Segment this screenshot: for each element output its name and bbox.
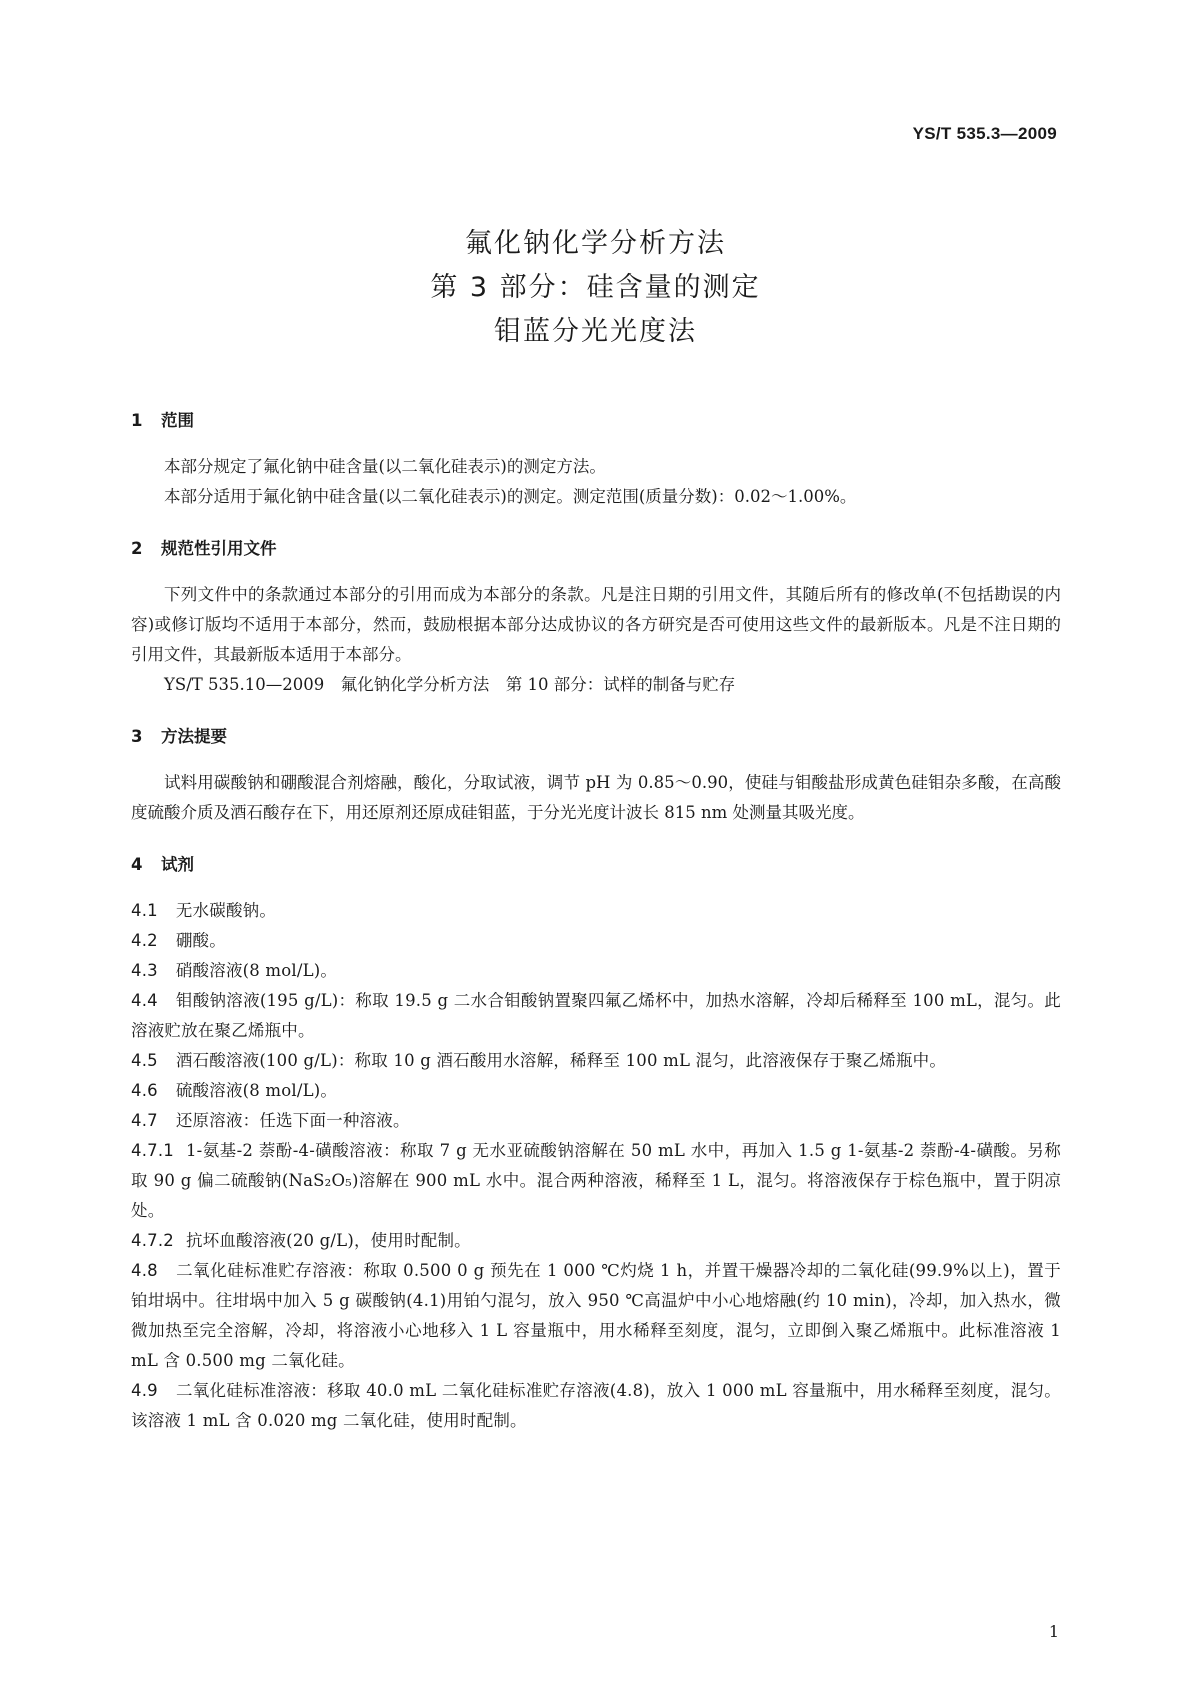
reagent-item: [131, 926, 1061, 956]
item-text: 二氧化硅标准贮存溶液：称取 0.500 0 g 预先在 1 000 ℃灼烧 1 h，并置干燥器冷却的二氧化硅(99.9%以上)，置于铂坩埚中。往坩埚中加入 5 g 碳酸钠(4.1)用铂勺混匀，放入 950 ℃高温炉中小心地熔融(约 10 min)，冷却，加入热水，微微加热至完全溶解，冷却，将溶液小心地移入 1 L 容量瓶中，用水稀释至刻度，混匀，立即倒入聚乙烯瓶中。此标准溶液 1 mL 含 0.500 mg 二氧化硅。: [131, 1261, 1061, 1370]
item-number: 4.9: [131, 1381, 158, 1400]
reagent-item: [131, 1106, 1061, 1136]
title-line-3: 钼蓝分光光度法: [494, 316, 697, 347]
item-number: 4.8: [131, 1261, 158, 1280]
section-number: 1: [131, 411, 143, 430]
item-text: 还原溶液：任选下面一种溶液。: [175, 1111, 410, 1130]
item-number: 4.1: [131, 901, 158, 920]
title-line-1: 氟化钠化学分析方法: [465, 228, 726, 259]
reagent-item: [131, 986, 1061, 1046]
reagent-item: [131, 1256, 1061, 1376]
section-title: 规范性引用文件: [161, 539, 277, 558]
item-number: 4.7: [131, 1111, 158, 1130]
standard-code: YS/T 535.3—2009: [912, 124, 1057, 143]
section-references: [131, 534, 1061, 700]
document-body: [131, 406, 1061, 1458]
reagent-item: [131, 1076, 1061, 1106]
item-number: 4.2: [131, 931, 158, 950]
section-number: 4: [131, 855, 143, 874]
section-number: 3: [131, 727, 143, 746]
item-text: 抗坏血酸溶液(20 g/L)，使用时配制。: [185, 1231, 471, 1250]
section-heading: [131, 850, 1061, 880]
paragraph: 下列文件中的条款通过本部分的引用而成为本部分的条款。凡是注日期的引用文件，其随后所有的修改单(不包括勘误的内容)或修订版均不适用于本部分，然而，鼓励根据本部分达成协议的各方研究是否可使用这些文件的最新版本。凡是不注日期的引用文件，其最新版本适用于本部分。: [131, 585, 1061, 664]
item-number: 4.7.2: [131, 1231, 174, 1250]
paragraph: 试料用碳酸钠和硼酸混合剂熔融，酸化，分取试液，调节 pH 为 0.85～0.90，使硅与钼酸盐形成黄色硅钼杂多酸，在高酸度硫酸介质及酒石酸存在下，用还原剂还原成硅钼蓝，于分光光度计波长 815 nm 处测量其吸光度。: [131, 773, 1061, 822]
normative-reference: YS/T 535.10—2009 氟化钠化学分析方法 第 10 部分：试样的制备与贮存: [164, 675, 736, 694]
reagent-item: [131, 1376, 1061, 1436]
item-text: 二氧化硅标准溶液：移取 40.0 mL 二氧化硅标准贮存溶液(4.8)，放入 1 000 mL 容量瓶中，用水稀释至刻度，混匀。该溶液 1 mL 含 0.020 mg 二氧化硅，使用时配制。: [131, 1381, 1061, 1430]
section-heading: [131, 406, 1061, 436]
section-title: 范围: [161, 411, 194, 430]
item-text: 无水碳酸钠。: [175, 901, 277, 920]
reagent-item: [131, 956, 1061, 986]
item-number: 4.3: [131, 961, 158, 980]
page-number: 1: [1048, 1622, 1059, 1641]
item-number: 4.5: [131, 1051, 158, 1070]
section-title: 试剂: [161, 855, 194, 874]
section-principle: [131, 722, 1061, 828]
section-title: 方法提要: [161, 727, 227, 746]
paragraph: 本部分适用于氟化钠中硅含量(以二氧化硅表示)的测定。测定范围(质量分数)：0.02～1.00%。: [164, 487, 857, 506]
item-text: 钼酸钠溶液(195 g/L)：称取 19.5 g 二水合钼酸钠置聚四氟乙烯杯中，加热水溶解，冷却后稀释至 100 mL，混匀。此溶液贮放在聚乙烯瓶中。: [131, 991, 1061, 1040]
item-text: 硫酸溶液(8 mol/L)。: [175, 1081, 338, 1100]
paragraph: 本部分规定了氟化钠中硅含量(以二氧化硅表示)的测定方法。: [164, 457, 606, 476]
reagent-item: [131, 896, 1061, 926]
item-text: 硼酸。: [175, 931, 226, 950]
section-scope: [131, 406, 1061, 512]
section-heading: [131, 534, 1061, 564]
document-title: [0, 222, 1191, 354]
title-line-2: 第 3 部分：硅含量的测定: [430, 272, 761, 303]
section-number: 2: [131, 539, 143, 558]
item-text: 硝酸溶液(8 mol/L)。: [175, 961, 338, 980]
section-reagents: [131, 850, 1061, 1436]
reagent-item: [131, 1136, 1061, 1226]
item-text: 酒石酸溶液(100 g/L)：称取 10 g 酒石酸用水溶解，稀释至 100 mL 混匀，此溶液保存于聚乙烯瓶中。: [175, 1051, 947, 1070]
item-number: 4.6: [131, 1081, 158, 1100]
reagent-item: [131, 1046, 1061, 1076]
item-number: 4.4: [131, 991, 158, 1010]
section-heading: [131, 722, 1061, 752]
reagent-item: [131, 1226, 1061, 1256]
item-number: 4.7.1: [131, 1141, 174, 1160]
item-text: 1-氨基-2 萘酚-4-磺酸溶液：称取 7 g 无水亚硫酸钠溶解在 50 mL 水中，再加入 1.5 g 1-氨基-2 萘酚-4-磺酸。另称取 90 g 偏二硫酸钠(NaS₂O₅)溶解在 900 mL 水中。混合两种溶液，稀释至 1 L，混匀。将溶液保存于棕色瓶中，置于阴凉处。: [131, 1141, 1061, 1220]
